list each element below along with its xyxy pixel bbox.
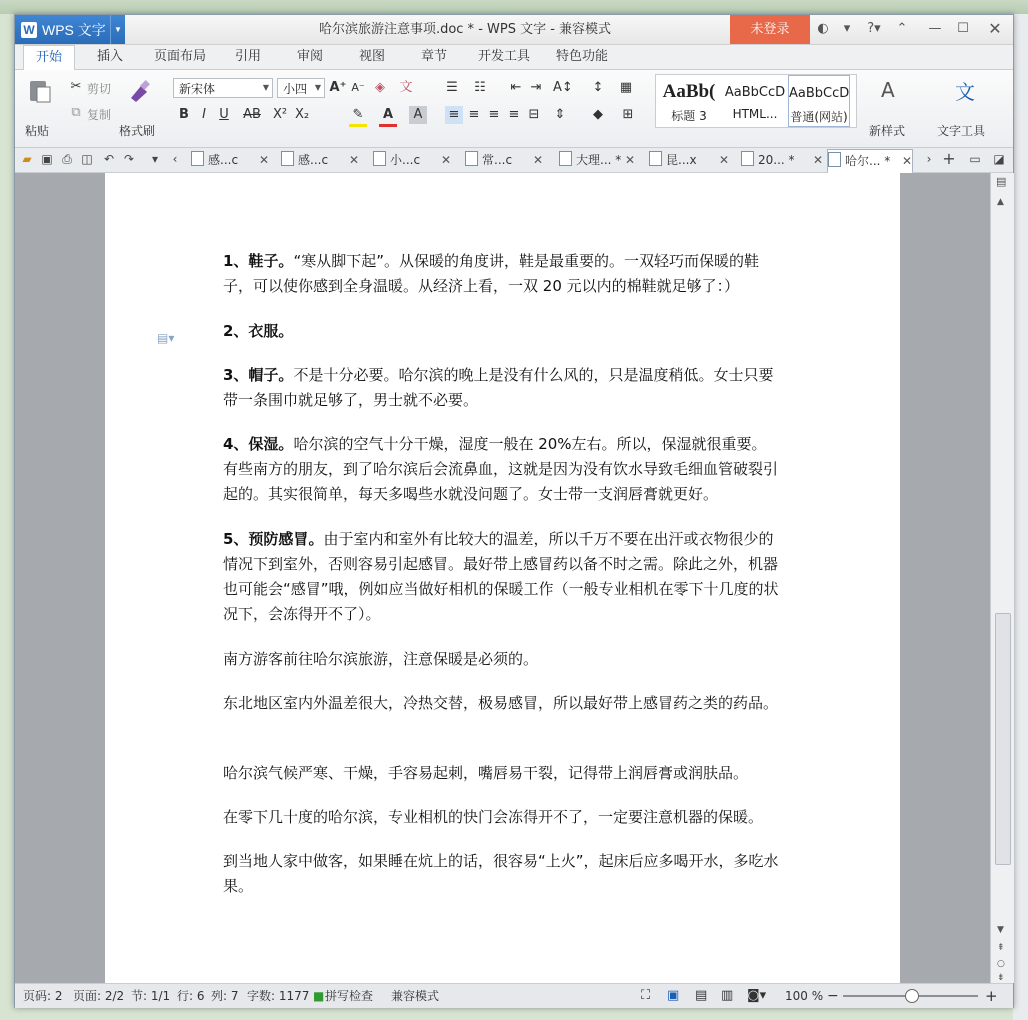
style-html[interactable] bbox=[722, 75, 788, 127]
close-tab-icon[interactable]: ✕ bbox=[901, 154, 912, 168]
prev-page-icon[interactable]: ⇞ bbox=[997, 943, 1005, 953]
paragraph bbox=[223, 849, 781, 899]
doc-icon bbox=[281, 151, 294, 166]
paragraph-text: 哈尔滨气候严寒、干燥，手容易起刺，嘴唇易干裂，记得带上润唇膏或润肤品。 bbox=[223, 764, 749, 782]
page-view-icon[interactable]: ▣ bbox=[667, 988, 680, 1003]
status-compat-mode: 兼容模式 bbox=[391, 989, 440, 1003]
doc-icon bbox=[559, 151, 572, 166]
doc-tab-label: 哈尔... * bbox=[845, 154, 891, 168]
paragraph bbox=[223, 319, 781, 344]
justify-icon[interactable]: ≡ bbox=[508, 107, 520, 122]
style-html-sample: AaBbCcD bbox=[724, 85, 786, 100]
ribbon-home bbox=[15, 70, 1013, 148]
shrink-font-icon[interactable]: A⁻ bbox=[351, 81, 365, 94]
background-window-edge bbox=[1013, 14, 1028, 1020]
tab-menu-icon[interactable]: ◪ bbox=[993, 152, 1005, 166]
tab-chapter[interactable]: 章节 bbox=[420, 49, 447, 64]
cut-button[interactable]: 剪切 bbox=[87, 82, 112, 96]
sort-icon[interactable]: ↕ bbox=[592, 80, 604, 95]
doc-icon bbox=[191, 151, 204, 166]
zoom-slider-knob[interactable] bbox=[905, 989, 919, 1003]
zoom-level[interactable]: 100 % bbox=[785, 989, 824, 1003]
text-tools-button[interactable]: 文字工具 bbox=[937, 124, 986, 138]
wps-logo-icon: W bbox=[21, 22, 37, 38]
chevron-down-icon: ▼ bbox=[262, 83, 270, 92]
paragraph-heading: 3、帽子。 bbox=[223, 366, 294, 384]
spell-check-button[interactable]: 拼写检查 bbox=[325, 989, 374, 1003]
bold-icon[interactable]: B bbox=[179, 107, 189, 122]
copy-button[interactable]: 复制 bbox=[87, 108, 112, 122]
scissors-icon[interactable]: ✂ bbox=[70, 79, 82, 94]
style-gallery bbox=[655, 74, 857, 128]
superscript-icon[interactable]: X² bbox=[272, 107, 288, 122]
document-page[interactable] bbox=[105, 173, 900, 983]
tab-references[interactable]: 引用 bbox=[234, 49, 261, 64]
font-size-value: 小四 bbox=[283, 82, 308, 96]
collapse-ribbon-icon[interactable]: ⌃ bbox=[896, 21, 908, 36]
select-browse-icon[interactable]: ○ bbox=[997, 959, 1005, 969]
doc-tab[interactable] bbox=[741, 149, 823, 171]
text-direction-icon[interactable]: A↕ bbox=[553, 80, 573, 95]
scroll-up-icon[interactable]: ▲ bbox=[997, 197, 1004, 207]
paragraph-marker-icon[interactable]: ▤▾ bbox=[157, 331, 175, 345]
paragraph-text: 哈尔滨的空气十分干燥，湿度一般在 20%左右。所以，保湿就很重要。有些南方的朋友，到了哈尔滨后会流鼻血，这就是因为没有饮水导致毛细血管破裂引起的。其实很简单，每天多喝些水就没问题了。女士带一支润唇膏就更好。 bbox=[223, 435, 779, 503]
tab-scroll-left-icon[interactable]: ‹ bbox=[172, 152, 178, 166]
decrease-indent-icon[interactable]: ⇤ bbox=[510, 80, 522, 95]
borders-icon[interactable]: ⊞ bbox=[622, 107, 634, 122]
customize-toolbar-icon[interactable]: ▾ bbox=[151, 152, 159, 166]
format-painter-icon[interactable] bbox=[127, 78, 153, 104]
doc-icon bbox=[373, 151, 386, 166]
close-tab-icon[interactable]: ✕ bbox=[348, 153, 359, 167]
scroll-down-icon[interactable]: ▼ bbox=[997, 925, 1004, 935]
doc-tab-label: 大理... * bbox=[576, 153, 622, 167]
doc-tab-label: 昆...x bbox=[666, 153, 697, 167]
vertical-scrollbar[interactable] bbox=[990, 173, 1014, 983]
doc-icon bbox=[465, 151, 478, 166]
char-shading-icon[interactable]: A bbox=[409, 106, 427, 124]
reading-view-icon[interactable]: ◙▾ bbox=[747, 988, 767, 1003]
style-normal-web-label: 普通(网站) bbox=[790, 110, 848, 124]
doc-tab[interactable] bbox=[649, 149, 729, 171]
font-size-select[interactable] bbox=[277, 78, 325, 98]
bullets-icon[interactable]: ☰ bbox=[446, 80, 458, 95]
close-tab-icon[interactable]: ✕ bbox=[812, 153, 823, 167]
status-section: 节: 1/1 bbox=[131, 989, 171, 1003]
tab-scroll-right-icon[interactable]: › bbox=[926, 152, 932, 166]
paragraph-heading: 5、预防感冒。 bbox=[223, 530, 324, 548]
underline-icon[interactable]: U bbox=[219, 107, 229, 122]
close-tab-icon[interactable]: ✕ bbox=[440, 153, 451, 167]
paragraph bbox=[223, 527, 781, 627]
paste-icon[interactable] bbox=[27, 78, 53, 104]
doc-icon bbox=[741, 151, 754, 166]
paragraph bbox=[223, 249, 781, 299]
undo-icon[interactable]: ↶ bbox=[103, 152, 115, 166]
paragraph bbox=[223, 761, 781, 786]
tab-view[interactable]: 视图 bbox=[358, 49, 385, 64]
doc-tab-label: 常...c bbox=[482, 153, 513, 167]
skin-icon[interactable]: ◐ bbox=[817, 21, 829, 36]
style-normal-web-sample: AaBbCcD bbox=[789, 86, 849, 101]
status-page-number: 页码: 2 bbox=[23, 989, 63, 1003]
paragraph-text: “寒从脚下起”。从保暖的角度讲，鞋是最重要的。一双轻巧而保暖的鞋子，可以使你感到全身温暖。从经济上看，一双 20 元以内的棉鞋就足够了：） bbox=[223, 252, 759, 295]
save-icon[interactable]: ▣ bbox=[41, 152, 53, 166]
paragraph-heading: 2、衣服。 bbox=[223, 322, 294, 340]
paragraph-text: 东北地区室内外温差很大，冷热交替，极易感冒，所以最好带上感冒药之类的药品。 bbox=[223, 694, 779, 712]
phonetic-icon[interactable]: 文 bbox=[399, 80, 413, 95]
redo-icon[interactable]: ↷ bbox=[123, 152, 135, 166]
style-heading3[interactable] bbox=[656, 75, 722, 127]
doc-tab-label: 小...c bbox=[390, 153, 421, 167]
fullscreen-icon[interactable]: ⛶ bbox=[641, 988, 651, 1003]
doc-tab[interactable] bbox=[559, 149, 635, 171]
doc-tab[interactable] bbox=[465, 149, 543, 171]
strikethrough-icon[interactable]: AB bbox=[243, 107, 261, 122]
doc-tab-label: 感...c bbox=[298, 153, 329, 167]
font-name-select[interactable] bbox=[173, 78, 273, 98]
paragraph bbox=[223, 805, 781, 830]
print-icon[interactable]: ⎙ bbox=[62, 152, 72, 166]
style-heading3-label: 标题 3 bbox=[671, 109, 707, 123]
app-menu-button[interactable] bbox=[15, 15, 125, 44]
new-style-icon[interactable]: A bbox=[881, 78, 895, 102]
close-tab-icon[interactable]: ✕ bbox=[532, 153, 543, 167]
tab-page-layout[interactable]: 页面布局 bbox=[153, 49, 206, 64]
tab-review[interactable]: 审阅 bbox=[296, 49, 323, 64]
close-tab-icon[interactable]: ✕ bbox=[258, 153, 269, 167]
tab-features[interactable]: 特色功能 bbox=[555, 49, 608, 64]
align-right-icon[interactable]: ≡ bbox=[488, 107, 500, 122]
table-border-icon[interactable]: ▦ bbox=[619, 80, 633, 95]
new-tab-icon[interactable]: + bbox=[942, 149, 956, 168]
paragraph bbox=[223, 432, 781, 507]
highlight-icon[interactable]: ✎ bbox=[349, 106, 367, 127]
grow-font-icon[interactable]: A⁺ bbox=[329, 80, 347, 95]
status-bar bbox=[15, 983, 1013, 1008]
font-color-icon[interactable]: A bbox=[379, 106, 397, 127]
close-tab-icon[interactable]: ✕ bbox=[624, 153, 635, 167]
copy-icon[interactable]: ⧉ bbox=[71, 105, 81, 120]
minimize-icon[interactable]: — bbox=[928, 21, 942, 36]
scrollbar-thumb[interactable] bbox=[995, 613, 1011, 865]
zoom-in-icon[interactable]: + bbox=[985, 987, 998, 1005]
paragraph-text: 到当地人家中做客，如果睡在炕上的话，很容易“上火”，起床后应多喝开水，多吃水果。 bbox=[223, 852, 779, 895]
italic-icon[interactable]: I bbox=[202, 107, 206, 122]
tab-developer[interactable]: 开发工具 bbox=[477, 49, 530, 64]
wps-window bbox=[14, 14, 1014, 1008]
app-name: WPS 文字 bbox=[42, 21, 106, 38]
paragraph-text: 由于室内和室外有比较大的温差，所以千万不要在出汗或衣物很少的情况下到室外，否则容易引起感冒。最好带上感冒药以备不时之需。除此之外，机器也可能会“感冒”哦，例如应当做好相机的保暖工作（一般专业相机在零下十几度的状况下，会冻得开不了）。 bbox=[223, 530, 779, 623]
ribbon-tabs bbox=[15, 45, 1013, 70]
paste-button[interactable]: 粘贴 bbox=[25, 124, 50, 138]
document-tab-bar bbox=[15, 148, 1013, 173]
font-name-value: 新宋体 bbox=[179, 82, 216, 96]
status-row: 行: 6 bbox=[177, 989, 205, 1003]
split-view-icon[interactable]: ▤ bbox=[996, 175, 1007, 188]
help-icon[interactable]: ?▾ bbox=[867, 21, 881, 36]
shirt-icon[interactable]: ▾ bbox=[843, 21, 851, 36]
document-area bbox=[15, 173, 990, 983]
tab-insert[interactable]: 插入 bbox=[96, 49, 123, 64]
format-painter-button[interactable]: 格式刷 bbox=[119, 124, 156, 138]
web-view-icon[interactable]: ▥ bbox=[721, 988, 734, 1003]
chevron-down-icon: ▼ bbox=[314, 83, 322, 92]
doc-tab[interactable] bbox=[191, 149, 269, 171]
print-preview-icon[interactable]: ◫ bbox=[81, 152, 93, 166]
close-icon[interactable]: ✕ bbox=[988, 19, 1002, 38]
doc-icon bbox=[649, 151, 662, 166]
title-bar bbox=[15, 15, 1013, 45]
align-center-icon[interactable]: ≡ bbox=[468, 107, 480, 122]
status-word-count[interactable]: 字数: 1177 bbox=[247, 989, 310, 1003]
open-folder-icon[interactable]: ▰ bbox=[22, 152, 32, 166]
paragraph-text: 在零下几十度的哈尔滨，专业相机的快门会冻得开不了，一定要注意机器的保暖。 bbox=[223, 808, 764, 826]
clear-format-icon[interactable]: ◈ bbox=[375, 80, 385, 95]
status-col: 列: 7 bbox=[211, 989, 239, 1003]
paragraph bbox=[223, 363, 781, 413]
login-button[interactable]: 未登录 bbox=[730, 15, 810, 44]
doc-tab[interactable] bbox=[373, 149, 451, 171]
numbering-icon[interactable]: ☷ bbox=[474, 80, 486, 95]
doc-tab-label: 感...c bbox=[208, 153, 239, 167]
outline-view-icon[interactable]: ▤ bbox=[695, 988, 708, 1003]
paragraph bbox=[223, 691, 781, 716]
tab-home[interactable]: 开始 bbox=[23, 45, 75, 71]
style-normal-web[interactable] bbox=[788, 75, 850, 127]
paragraph bbox=[223, 647, 781, 672]
doc-icon bbox=[828, 152, 841, 167]
doc-tab-label: 20... * bbox=[758, 153, 795, 167]
desktop-background bbox=[0, 0, 1028, 14]
doc-tab[interactable] bbox=[281, 149, 359, 171]
doc-tab-active[interactable] bbox=[827, 149, 913, 174]
new-style-button[interactable]: 新样式 bbox=[869, 124, 906, 138]
spell-check-icon[interactable]: ■ bbox=[313, 989, 325, 1003]
align-left-icon[interactable]: ≡ bbox=[445, 106, 463, 124]
window-title: 哈尔滨旅游注意事项.doc * - WPS 文字 - 兼容模式 bbox=[318, 22, 612, 37]
zoom-out-icon[interactable]: − bbox=[827, 988, 839, 1004]
paragraph-text: 不是十分必要。哈尔滨的晚上是没有什么风的，只是温度稍低。女士只要带一条围巾就足够了，男士就不必要。 bbox=[223, 366, 774, 409]
paragraph-heading: 4、保湿。 bbox=[223, 435, 294, 453]
style-heading3-sample: AaBb( bbox=[662, 81, 716, 102]
line-spacing-icon[interactable]: ⇕ bbox=[554, 107, 566, 122]
increase-indent-icon[interactable]: ⇥ bbox=[530, 80, 542, 95]
status-pages: 页面: 2/2 bbox=[73, 989, 125, 1003]
close-tab-icon[interactable]: ✕ bbox=[718, 153, 729, 167]
style-html-label: HTML... bbox=[732, 107, 778, 121]
distribute-icon[interactable]: ⊟ bbox=[528, 107, 540, 122]
paragraph-heading: 1、鞋子。 bbox=[223, 252, 294, 270]
maximize-icon[interactable]: ☐ bbox=[957, 21, 969, 36]
paragraph-shading-icon[interactable]: ◆ bbox=[593, 107, 603, 122]
tab-list-icon[interactable]: ▭ bbox=[969, 152, 981, 166]
chevron-down-icon[interactable]: ▼ bbox=[110, 15, 125, 44]
paragraph-text: 南方游客前往哈尔滨旅游，注意保暖是必须的。 bbox=[223, 650, 539, 668]
text-tools-icon[interactable]: 文 bbox=[955, 80, 975, 104]
subscript-icon[interactable]: X₂ bbox=[294, 107, 310, 122]
next-page-icon[interactable]: ⇟ bbox=[997, 973, 1005, 983]
